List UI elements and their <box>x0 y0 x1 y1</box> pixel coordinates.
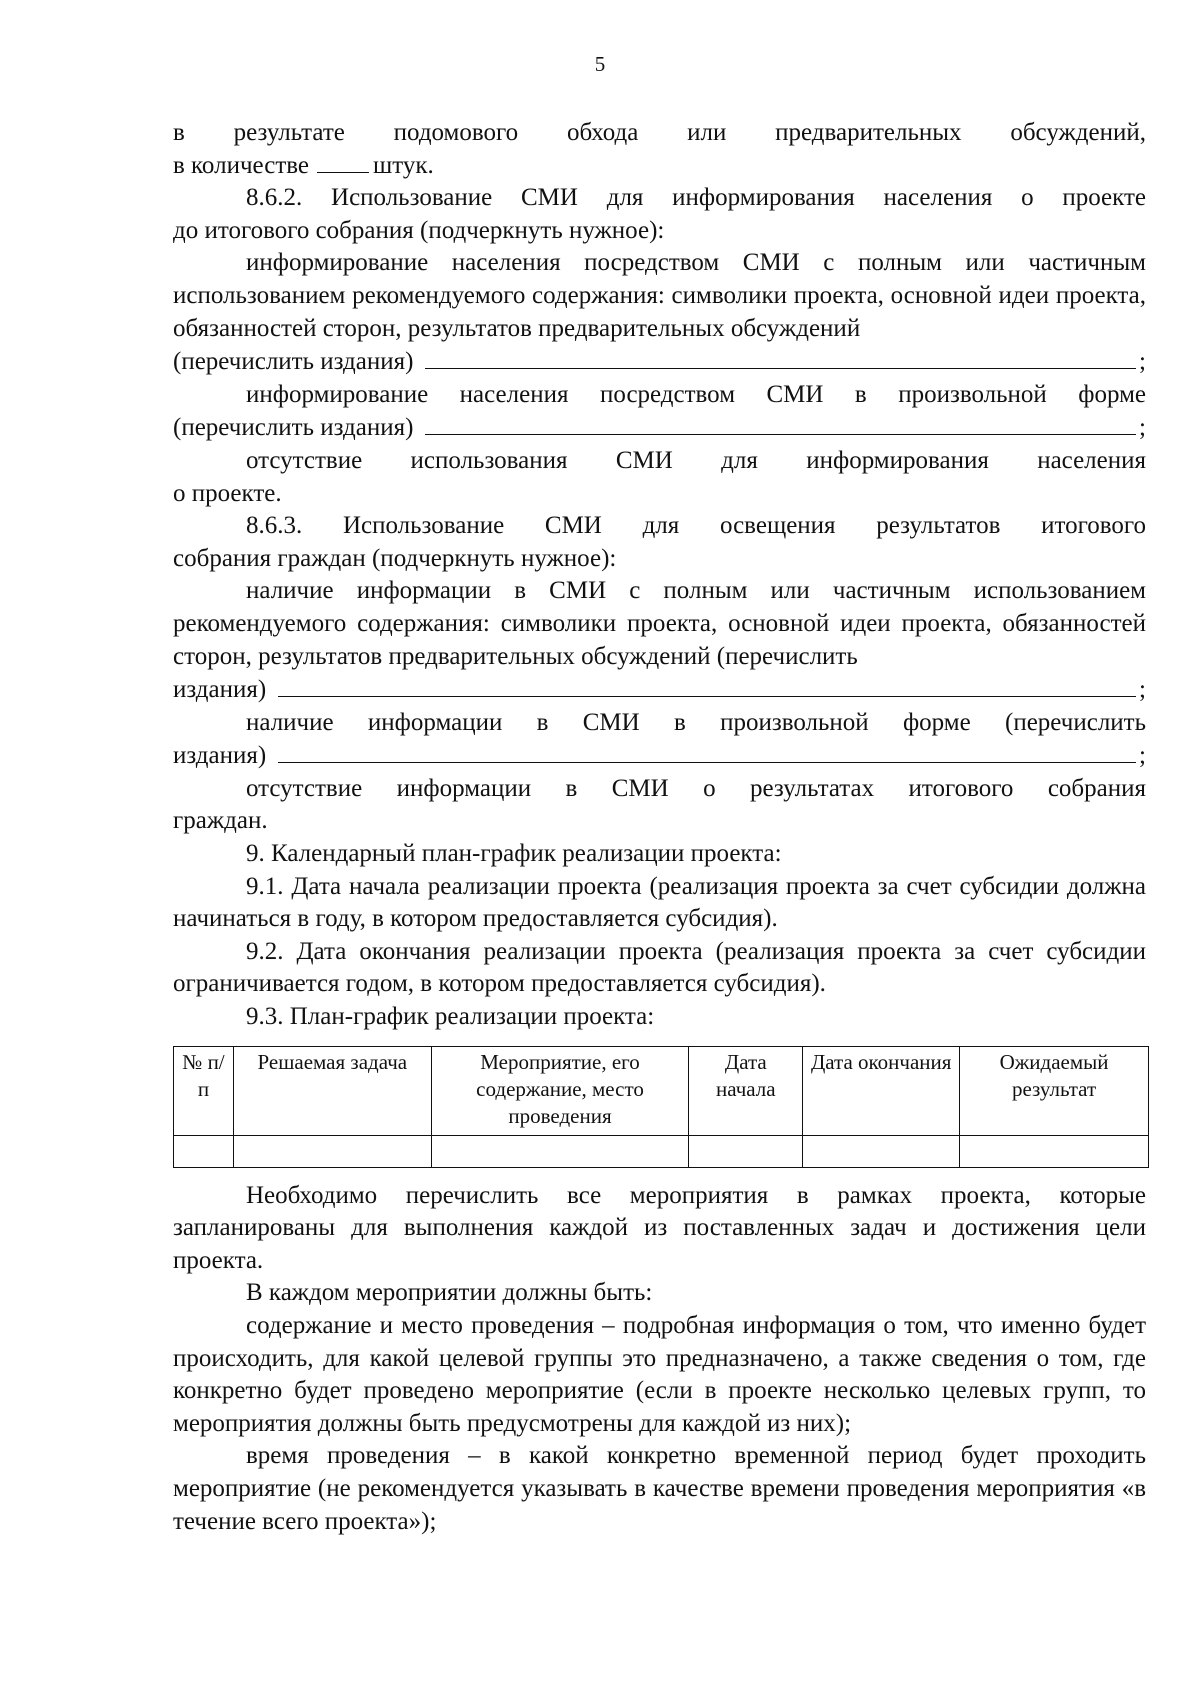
section-9-2: 9.2. Дата окончания реализации проекта (реализация проекта за счет субсидии ограничивается годом, в котором предоставляется субсидия). <box>173 937 1146 998</box>
paragraph-door-to-door <box>173 117 1146 182</box>
after-table-text <box>173 1180 1146 1539</box>
fill-label: (перечислить издания) <box>173 414 414 442</box>
quantity-unit: штук. <box>373 151 434 179</box>
schedule-table <box>173 1046 1149 1168</box>
option-line <box>173 707 1146 740</box>
word: обхода <box>566 119 639 146</box>
line-quantity <box>173 150 1146 183</box>
option-no-media <box>173 445 1146 510</box>
table-cell[interactable] <box>431 1135 689 1167</box>
publications-fill-line[interactable] <box>425 345 1136 369</box>
section-8-6-3-line1 <box>173 510 1146 543</box>
quantity-label: в количестве <box>173 151 310 179</box>
option-info-free-form-text: наличие информации в СМИ в произвольной форме (перечислить <box>246 708 1146 736</box>
table-cell[interactable] <box>960 1135 1149 1167</box>
section-9-heading: 9. Календарный план-график реализации проекта: <box>246 840 782 868</box>
fill-label: (перечислить издания) <box>173 348 414 376</box>
section-9-1: 9.1. Дата начала реализации проекта (реализация проекта за счет субсидии должна начинаться в году, в котором предоставляется субсидия). <box>173 872 1146 933</box>
section-8-6-2-line2 <box>173 215 1146 248</box>
option-no-info <box>173 773 1146 838</box>
option-line <box>173 478 1146 511</box>
semicolon: ; <box>1139 742 1146 770</box>
option-line <box>173 379 1146 412</box>
section-8-6-3 <box>173 510 1146 575</box>
table-cell[interactable] <box>803 1135 960 1167</box>
justified-line <box>173 117 1146 150</box>
semicolon: ; <box>1139 676 1146 704</box>
section-8-6-2-line1 <box>173 182 1146 215</box>
fill-line-row <box>173 673 1146 707</box>
column-header-task: Решаемая задача <box>233 1046 431 1135</box>
option-info-free-form <box>173 707 1146 773</box>
publications-fill-line[interactable] <box>278 673 1136 697</box>
semicolon: ; <box>1139 414 1146 442</box>
fill-label: издания) <box>173 742 267 770</box>
page-number: 5 <box>594 52 606 76</box>
table-row <box>174 1135 1149 1167</box>
document-body <box>173 117 1146 1538</box>
column-header-number: № п/п <box>174 1046 234 1135</box>
option-line <box>173 773 1146 806</box>
table-cell[interactable] <box>233 1135 431 1167</box>
publications-fill-line[interactable] <box>278 739 1136 763</box>
column-header-activity: Мероприятие, его содержание, место проведения <box>431 1046 689 1135</box>
option-no-info-text: отсутствие информации в СМИ о результатах итогового собрания <box>246 774 1146 802</box>
column-header-end-date: Дата окончания <box>803 1046 960 1135</box>
column-header-start-date: Дата начала <box>689 1046 803 1135</box>
paragraph-list-activities: Необходимо перечислить все мероприятия в рамках проекта, которые запланированы для выполнения каждой из поставленных задач и достижения цели проекта. <box>173 1181 1146 1274</box>
section-8-6-2-heading: 8.6.2. Использование СМИ для информирования населения о проекте <box>246 184 1146 212</box>
fill-label: издания) <box>173 676 267 704</box>
word: в <box>173 119 185 146</box>
option-no-media-text: отсутствие использования СМИ для информирования населения <box>246 446 1146 474</box>
option-line <box>173 805 1146 838</box>
option-info-full-use-text: наличие информации в СМИ с полным или частичным использованием рекомендуемого содержания: символики проекта, основной идеи проекта, обязанностей сторон, результатов предварительных обсуждений (перечислить <box>173 577 1146 670</box>
word: обсуждений, <box>1010 119 1146 146</box>
fill-line-row <box>173 411 1146 445</box>
paragraph-each-activity: В каждом мероприятии должны быть: <box>246 1279 653 1307</box>
section-8-6-2 <box>173 182 1146 247</box>
word: подомового <box>393 119 519 146</box>
table-header-row <box>174 1046 1149 1135</box>
fill-line-row <box>173 739 1146 773</box>
section-8-6-3-heading: 8.6.3. Использование СМИ для освещения результатов итогового <box>246 512 1146 540</box>
option-no-info-rest: граждан. <box>173 807 268 835</box>
column-header-expected-result: Ожидаемый результат <box>960 1046 1149 1135</box>
option-line <box>173 445 1146 478</box>
section-8-6-3-rest: собрания граждан (подчеркнуть нужное): <box>173 544 617 572</box>
option-media-full-use-text: информирование населения посредством СМИ с полным или частичным использованием рекомендуемого содержания: символики проекта, основной идеи проекта, обязанностей сторон, результатов предварительных обсуждений <box>173 249 1146 342</box>
fill-line-row <box>173 345 1146 379</box>
word: или <box>687 119 727 146</box>
quantity-blank-field[interactable] <box>317 150 369 173</box>
option-no-media-rest: о проекте. <box>173 479 282 507</box>
section-9-3: 9.3. План-график реализации проекта: <box>246 1003 655 1031</box>
table-cell[interactable] <box>174 1135 234 1167</box>
semicolon: ; <box>1139 348 1146 376</box>
paragraph-content-location: содержание и место проведения – подробная информация о том, что именно будет происходить, для какой целевой группы это предназначено, а также сведения о том, где конкретно будет проведено мероприятие (если в проекте несколько целевых групп, то мероприятия должны быть предусмотрены для каждой из них); <box>173 1312 1146 1437</box>
table-cell[interactable] <box>689 1135 803 1167</box>
section-8-6-3-line2 <box>173 543 1146 576</box>
publications-fill-line[interactable] <box>425 411 1136 435</box>
paragraph-time: время проведения – в какой конкретно временной период будет проходить мероприятие (не рекомендуется указывать в качестве времени проведения мероприятия «в течение всего проекта»); <box>173 1442 1146 1535</box>
option-media-free-form <box>173 379 1146 445</box>
option-info-full-use <box>173 575 1146 706</box>
option-media-full-use <box>173 247 1146 378</box>
section-8-6-2-rest: до итогового собрания (подчеркнуть нужное): <box>173 216 665 244</box>
word: предварительных <box>775 119 962 146</box>
word: результате <box>233 119 345 146</box>
option-media-free-form-text: информирование населения посредством СМИ в произвольной форме <box>246 380 1146 408</box>
